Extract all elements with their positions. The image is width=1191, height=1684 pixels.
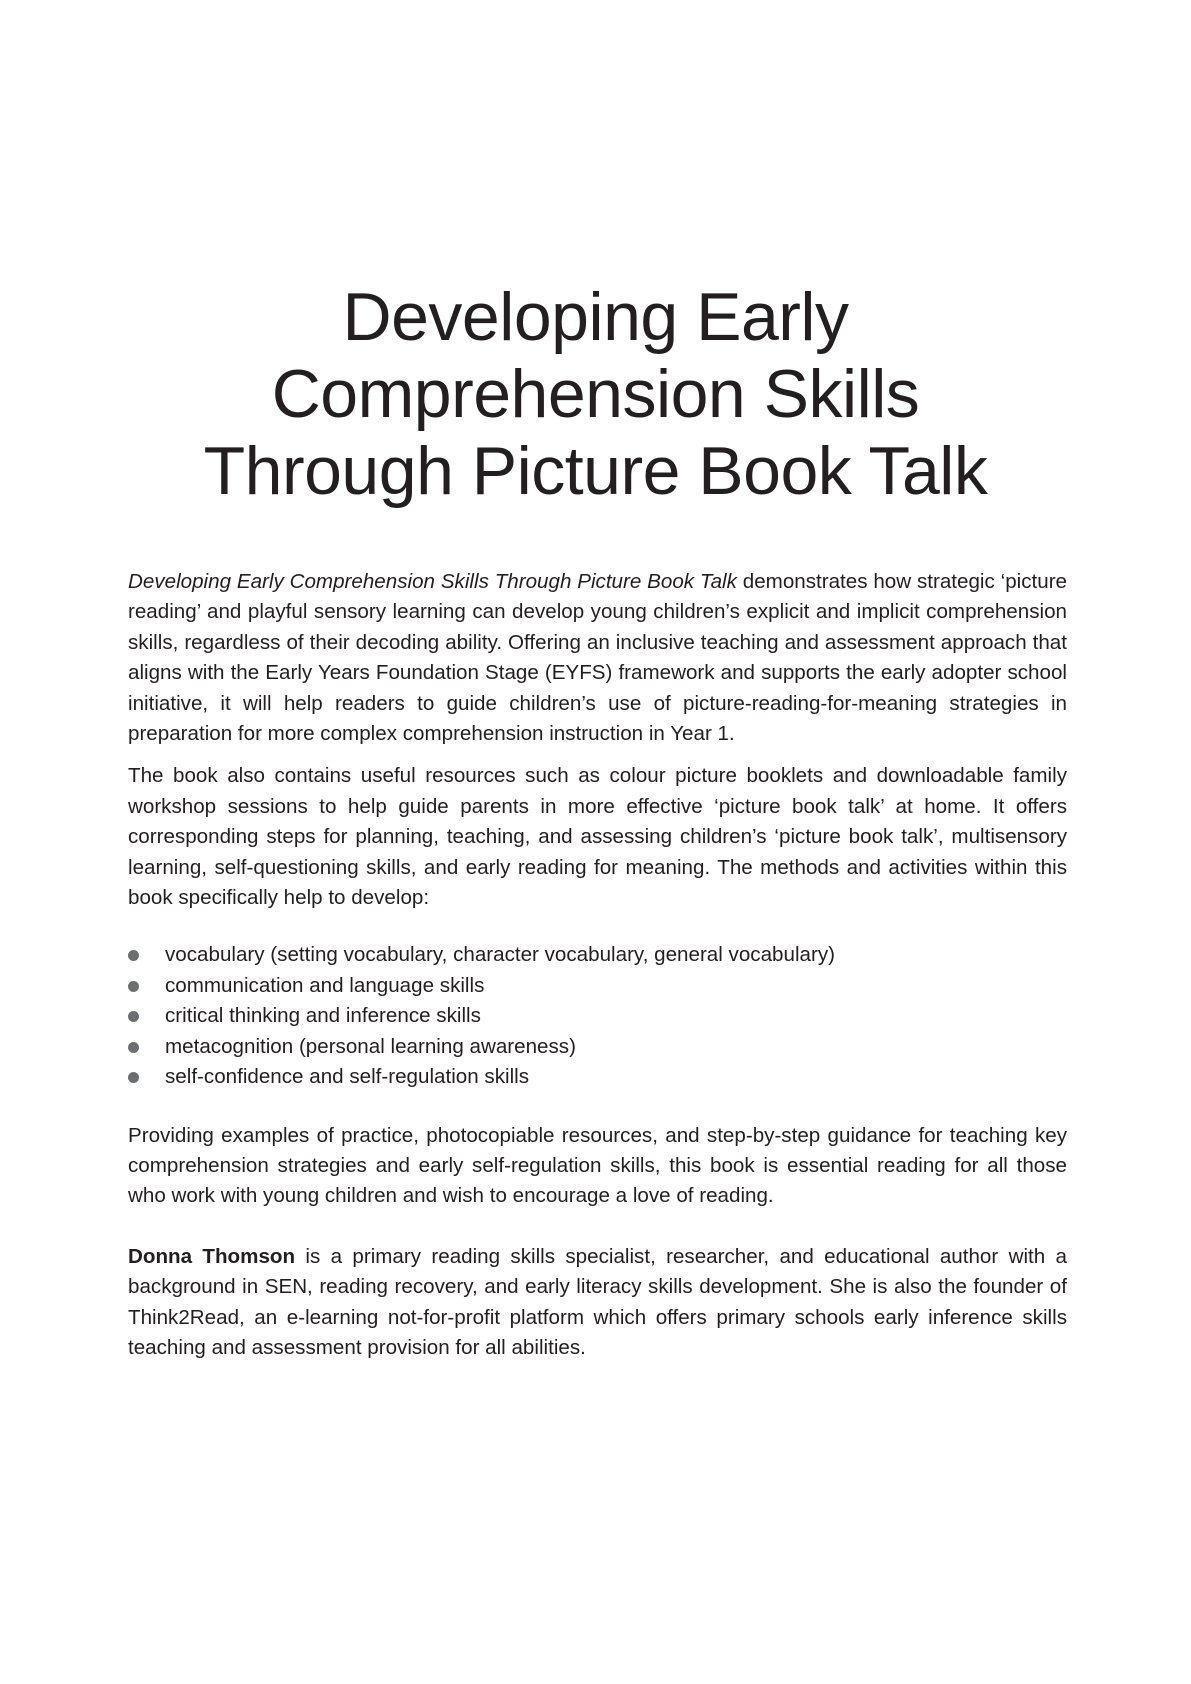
page-title [0,279,1191,510]
list-item-text: self-confidence and self-regulation skills [165,1065,530,1089]
list-item-text: communication and language skills [165,973,485,997]
title-line-3: Through Picture Book Talk [203,433,988,509]
list-item-text: critical thinking and inference skills [165,1004,481,1028]
description-body [128,567,1067,1363]
title-line-1: Developing Early [342,279,849,355]
author-name: Donna Thomson [128,1244,296,1268]
book-title-italic: Developing Early Comprehension Skills Through Picture Book Talk [128,570,737,593]
author-bio-text: is a primary reading skills specialist, researcher, and educational author with a background in SEN, reading recovery, and early literacy skills development. She is also the founder of Think2Read, an e-learning not-for-profit platform which offers primary schools early inference skills teaching and assessment provision for all abilities. [128,1244,1067,1359]
bullet-icon [128,1072,139,1083]
list-item [128,940,1067,970]
skills-list [128,940,1067,1092]
list-item [128,1032,1067,1062]
intro-paragraph-text: demonstrates how strategic ‘picture reading’ and playful sensory learning can develop young children’s explicit and implicit comprehension skills, regardless of their decoding ability. Offering an inclusive teaching and assessment approach that aligns with the Early Years Foundation Stage (EYFS) framework and supports the early adopter school initiative, it will help readers to guide children’s use of picture-reading-for-meaning strategies in preparation for more complex comprehension instruction in Year 1. [128,570,1068,746]
title-line-2: Comprehension Skills [271,356,920,432]
bullet-icon [128,950,139,961]
list-item-text: vocabulary (setting vocabulary, character vocabulary, general vocabulary) [165,943,836,967]
summary-paragraph: Providing examples of practice, photocopiable resources, and step-by-step guidance for teaching key comprehension strategies and early self-regulation skills, this book is essential reading for all those who work with young children and wish to encourage a love of reading. [128,1123,1067,1208]
list-item-text: metacognition (personal learning awareness) [165,1034,576,1058]
bullet-icon [128,1011,139,1022]
intro-paragraph [128,567,1067,749]
list-item [128,1062,1067,1092]
bullet-icon [128,1042,139,1053]
resources-paragraph: The book also contains useful resources such as colour picture booklets and downloadable family workshop sessions to help guide parents in more effective ‘picture book talk’ at home. It offers corresponding steps for planning, teaching, and assessing children’s ‘picture book talk’, multisensory learning, self-questioning skills, and early reading for meaning. The methods and activities within this book specifically help to develop: [128,764,1067,910]
list-item [128,1001,1067,1031]
bullet-icon [128,981,139,992]
list-item [128,971,1067,1001]
author-bio-paragraph [128,1242,1067,1364]
